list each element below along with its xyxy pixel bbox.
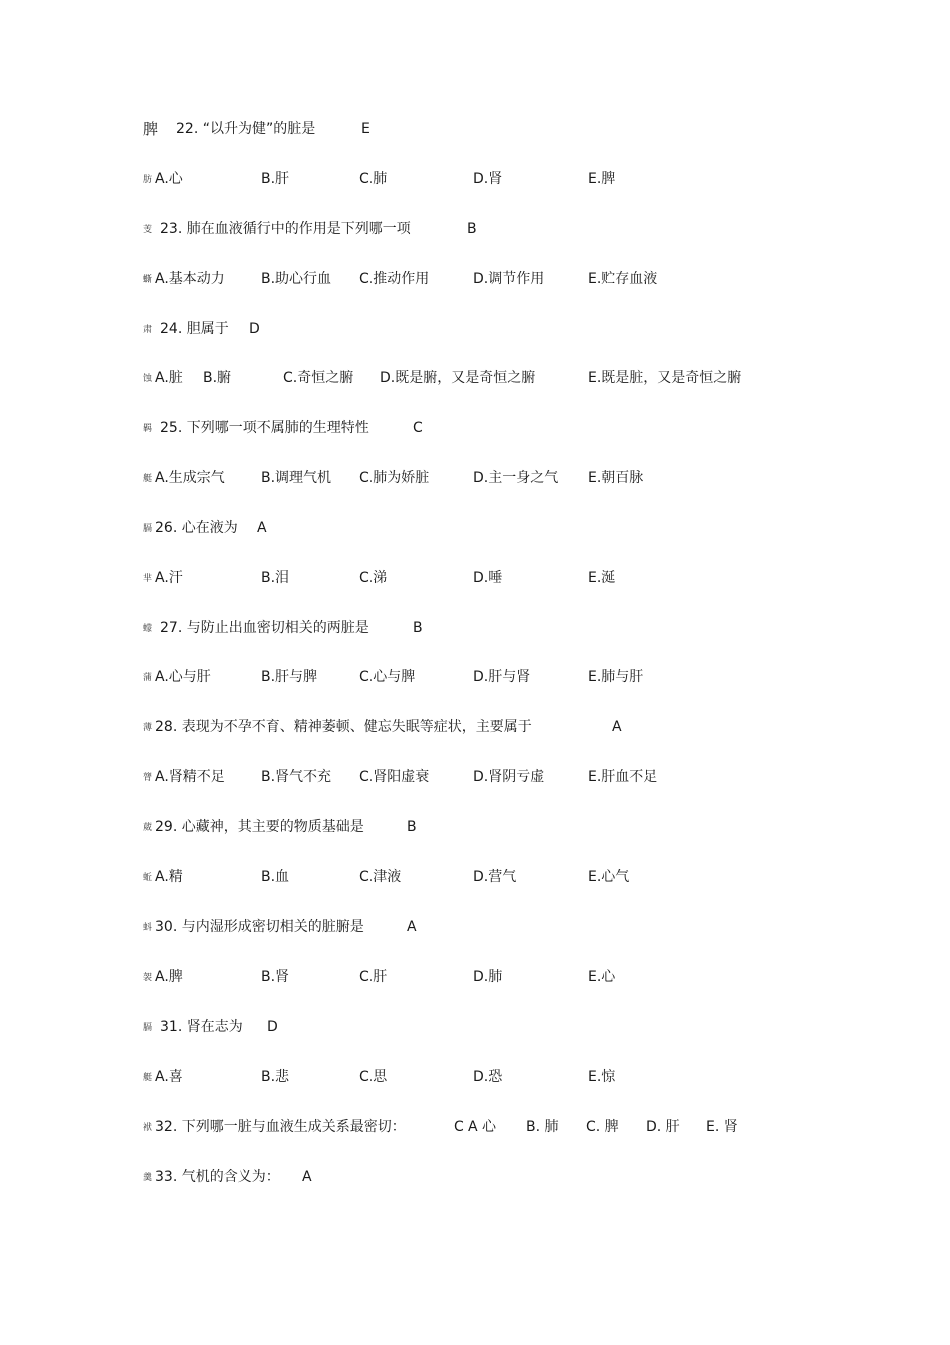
option-a: A.汗 [155,570,183,586]
option-b: B.肾 [261,969,290,985]
option-c: C.肾阳虚衰 [359,769,430,785]
option-d: D.既是腑，又是奇恒之腑 [380,370,536,386]
option-a: A.脾 [155,969,183,985]
option-b: B.助心行血 [261,271,332,287]
option-e: E.贮存血液 [588,271,658,287]
option-d: D.恐 [473,1069,503,1085]
option-e: E.肝血不足 [588,769,658,785]
question-text: 27. 与防止出血密切相关的两脏是 [160,620,369,636]
options-28 [0,765,950,789]
margin-mark: 芈 [143,574,153,584]
inline-option-a: A 心 [468,1119,497,1135]
answer-key: C [454,1119,464,1135]
option-c: C.思 [359,1069,388,1085]
margin-mark: 蟖 [143,275,153,285]
option-a: A.心与肝 [155,669,211,685]
option-d: D.唾 [473,570,503,586]
option-c: C.涕 [359,570,388,586]
option-a: A.基本动力 [155,271,225,287]
option-d: D.肾 [473,171,503,187]
margin-mark: 羁 [143,424,153,434]
option-e: E.涎 [588,570,616,586]
options-23 [0,267,950,291]
question-text: 29. 心藏神，其主要的物质基础是 [155,819,364,835]
question-27 [0,616,950,640]
inline-option-c: C. 脾 [586,1119,619,1135]
margin-mark: 袱 [143,1123,153,1133]
option-a: A.喜 [155,1069,183,1085]
option-a: A.肾精不足 [155,769,225,785]
question-text: 28. 表现为不孕不育、精神萎顿、健忘失眠等症状，主要属于 [155,719,532,735]
inline-option-b: B. 肺 [526,1119,559,1135]
answer-key: A [407,919,417,935]
question-30 [0,915,950,939]
margin-mark: 艇 [143,1073,153,1083]
option-b: B.肝 [261,171,290,187]
option-a: A.精 [155,869,183,885]
answer-key: B [467,221,477,237]
question-23 [0,217,950,241]
question-text: 30. 与内湿形成密切相关的脏腑是 [155,919,364,935]
question-text: 33. 气机的含义为： [155,1169,280,1185]
question-text: 25. 下列哪一项不属肺的生理特性 [160,420,369,436]
options-27 [0,665,950,689]
margin-mark: 脾 [143,120,159,138]
inline-option-d: D. 肝 [646,1119,680,1135]
question-24 [0,317,950,341]
question-33 [0,1165,950,1189]
answer-key: B [413,620,423,636]
option-b: B.血 [261,869,290,885]
option-e: E.肺与肝 [588,669,644,685]
margin-mark: 薄 [143,723,153,733]
option-d: D.肺 [473,969,503,985]
margin-mark: 膂 [143,773,153,783]
margin-mark: 肃 [143,325,153,335]
option-a: A.心 [155,171,183,187]
option-c: C.奇恒之腑 [283,370,354,386]
option-c: C.肺为娇脏 [359,470,430,486]
option-d: D.调节作用 [473,271,545,287]
options-22 [0,167,950,191]
option-b: B.悲 [261,1069,290,1085]
option-e: E.朝百脉 [588,470,644,486]
question-text: 24. 胆属于 [160,321,229,337]
margin-mark: 芰 [143,225,153,235]
option-e: E.既是脏，又是奇恒之腑 [588,370,742,386]
option-b: B.腑 [203,370,232,386]
option-e: E.脾 [588,171,616,187]
question-22 [0,117,950,141]
option-a: A.脏 [155,370,183,386]
margin-mark: 袈 [143,973,153,983]
option-b: B.肝与脾 [261,669,318,685]
options-26 [0,566,950,590]
margin-mark: 蚯 [143,873,153,883]
option-e: E.心 [588,969,616,985]
option-b: B.肾气不充 [261,769,332,785]
option-b: B.泪 [261,570,290,586]
option-a: A.生成宗气 [155,470,225,486]
margin-mark: 蒲 [143,673,153,683]
answer-key: A [612,719,622,735]
answer-key: D [249,321,260,337]
option-d: D.营气 [473,869,517,885]
options-24 [0,366,950,390]
option-c: C.肺 [359,171,388,187]
margin-mark: 葳 [143,823,153,833]
option-d: D.主一身之气 [473,470,559,486]
answer-key: B [407,819,417,835]
answer-key: A [302,1169,312,1185]
question-28 [0,715,950,739]
option-e: E.惊 [588,1069,616,1085]
margin-mark: 膈 [143,524,153,534]
answer-key: E [361,121,370,137]
answer-key: D [267,1019,278,1035]
options-30 [0,965,950,989]
margin-mark: 艇 [143,474,153,484]
question-25 [0,416,950,440]
options-25 [0,466,950,490]
question-text: 31. 肾在志为 [160,1019,243,1035]
option-b: B.调理气机 [261,470,332,486]
margin-mark: 蚀 [143,374,153,384]
options-31 [0,1065,950,1089]
option-d: D.肾阴亏虚 [473,769,545,785]
options-29 [0,865,950,889]
inline-option-e: E. 肾 [706,1119,738,1135]
question-32 [0,1115,950,1139]
option-d: D.肝与肾 [473,669,531,685]
question-text: 32. 下列哪一脏与血液生成关系最密切： [155,1119,406,1135]
question-text: 23. 肺在血液循行中的作用是下列哪一项 [160,221,411,237]
answer-key: C [413,420,423,436]
margin-mark: 蚪 [143,923,153,933]
option-c: C.推动作用 [359,271,430,287]
option-c: C.心与脾 [359,669,416,685]
margin-mark: 肪 [143,175,153,185]
question-text: 26. 心在液为 [155,520,238,536]
option-e: E.心气 [588,869,630,885]
margin-mark: 羹 [143,1173,153,1183]
question-text: 22. “以升为健”的脏是 [176,121,316,137]
option-c: C.津液 [359,869,402,885]
margin-mark: 蠓 [143,624,153,634]
question-26 [0,516,950,540]
question-31 [0,1015,950,1039]
answer-key: A [257,520,267,536]
margin-mark: 膈 [143,1023,153,1033]
question-29 [0,815,950,839]
option-c: C.肝 [359,969,388,985]
